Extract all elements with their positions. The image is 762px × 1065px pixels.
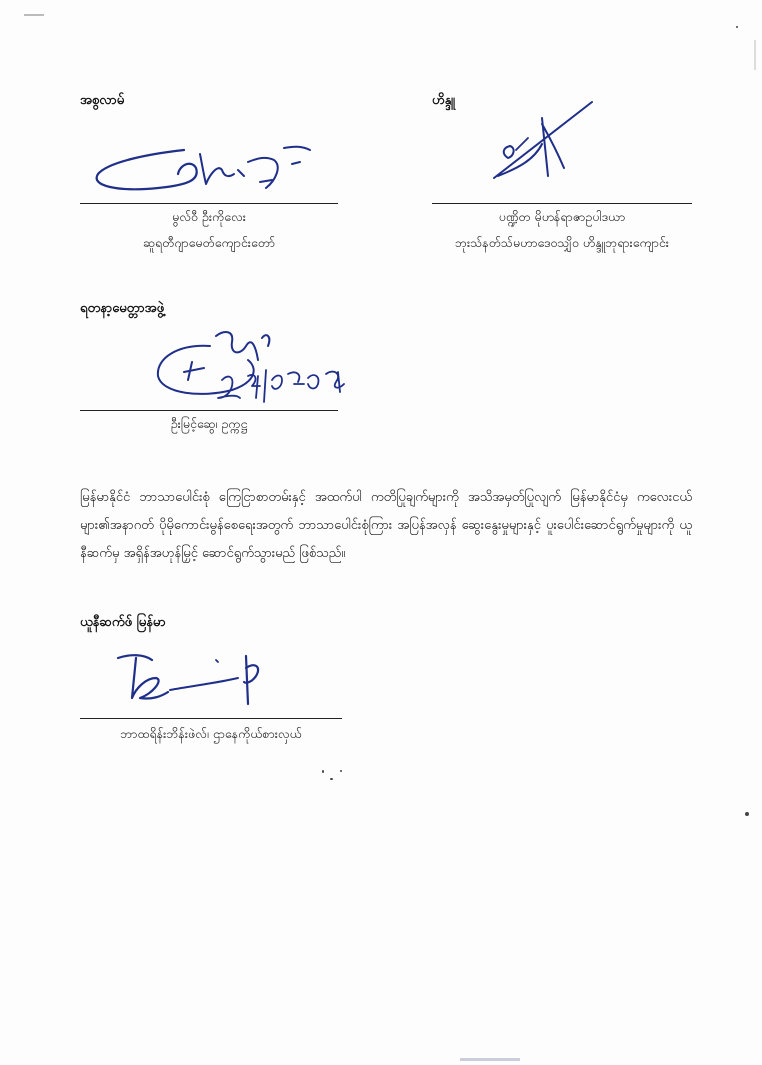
signature-unicef [112, 648, 272, 710]
signature-line-unicef [80, 718, 342, 719]
signatory-name-islam: မွလ်ဝီ ဦးကိုလေး [172, 209, 246, 224]
signatory-title-islam: ဆူရတီဂျာမေတ်ကျောင်းတော် [142, 235, 276, 250]
heading-unicef: ယူနီဆက်ဖ် မြန်မာ [80, 615, 166, 630]
heading-ratana-metta: ရတနာ့မေတ္တာအဖွဲ့ [80, 301, 165, 316]
heading-hindu: ဟိန္ဒူ [432, 93, 456, 108]
scan-speck [330, 778, 333, 780]
signature-line-hindu [432, 203, 692, 204]
scan-edge-mark [754, 40, 756, 70]
signatory-name-ratana-metta: ဦးမြင့်ဆွေ၊ ဥက္ကဋ္ဌ [170, 416, 248, 431]
scan-edge-mark [24, 14, 44, 16]
scan-speck [736, 26, 738, 28]
signatory-name-unicef: ဘာထရိန်းဘိန်းဖဲလ်၊ ဌာနေကိုယ်စားလှယ် [120, 726, 302, 741]
heading-islam: အစွလာမ် [80, 93, 125, 108]
scan-speck [322, 770, 324, 773]
signature-hindu [488, 98, 598, 184]
scan-speck [745, 812, 749, 816]
signature-line-islam [80, 203, 338, 204]
signature-ratana-metta [148, 328, 358, 410]
scan-speck [340, 770, 342, 772]
signature-islam [88, 140, 328, 202]
signature-line-ratana-metta [80, 410, 338, 411]
signatory-title-hindu: ဘုးသ်နတ်သ်မဟာဒေဝသျှိဝ ဟိန္ဒူဘုရားကျောင်း [455, 235, 669, 250]
statement-paragraph: မြန်မာနိုင်ငံ ဘာသာပေါင်းစုံ ကြေငြာစာတမ်းနှင့် အထက်ပါ ကတိပြုချက်များကို အသိအမှတ်ပြုလျက် မြန်မာနိုင်ငံမှ ကလေးငယ်များ၏အနာဂတ် ပိုမိုကောင်းမွန်စေရေးအတွက် ဘာသာပေါင်းစုံကြား အပြန်အလှန် ဆွေးနွေးမှုများနှင့် ပူးပေါင်းဆောင်ရွက်မှုများကို ယူနီဆက်မှ အရှိန်အဟုန်မြှင့် ဆောင်ရွက်သွားမည် ဖြစ်သည်။ [80, 490, 692, 561]
signatory-name-hindu: ပဏ္ဍိတ မိုဟန်ရာဇာဥပါဒယာ [498, 209, 626, 224]
scan-edge-mark [460, 1058, 520, 1061]
